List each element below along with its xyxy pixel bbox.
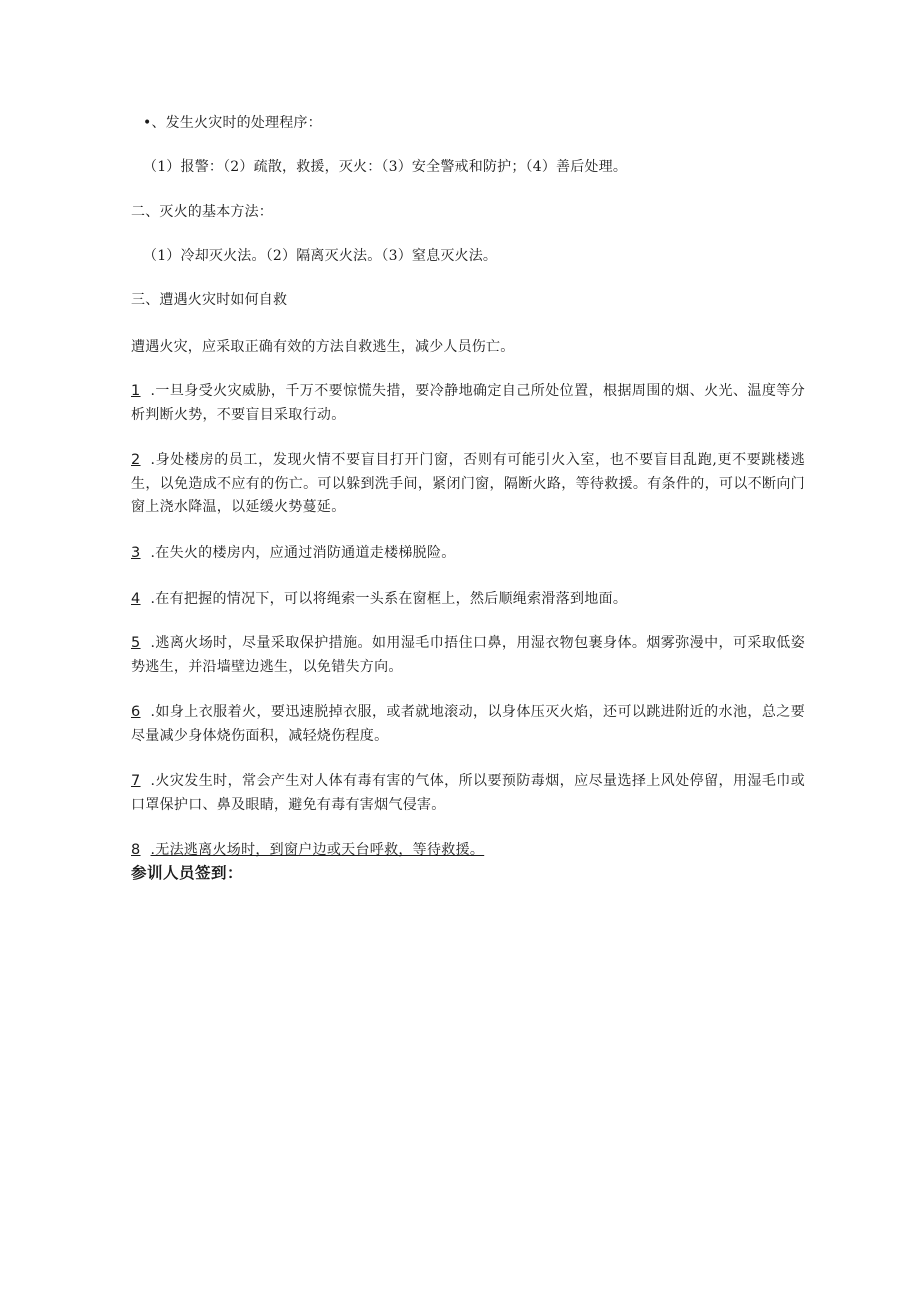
list-item-number: 5	[131, 635, 141, 651]
list-item-text: .逃离火场时，尽量采取保护措施。如用湿毛巾捂住口鼻，用湿衣物包裹身体。烟雾弥漫中，可采取低姿势逃生，并沿墙壁边逃生，以免错失方向。	[131, 635, 805, 675]
section1-steps: （1）报警：（2）疏散，救援，灭火：（3）安全警戒和防护；（4）善后处理。	[143, 159, 628, 175]
section2-methods: （1）冷却灭火法。（2）隔离灭火法。（3）窒息灭火法。	[143, 248, 498, 264]
list-item-text: .无法逃离火场时，到窗户边或天台呼救，等待救援。	[150, 842, 485, 858]
list-item-number: 8	[131, 842, 141, 858]
list-item-2	[131, 449, 805, 520]
list-item-text: .在有把握的情况下，可以将绳索一头系在窗框上，然后顺绳索滑落到地面。	[150, 591, 628, 607]
list-item-8	[131, 839, 805, 863]
list-item-text: .在失火的楼房内，应通过消防通道走楼梯脱险。	[150, 545, 456, 561]
list-item-4	[131, 588, 805, 612]
list-item-7	[131, 770, 805, 817]
list-item-number: 2	[131, 452, 141, 468]
list-item-text: .如身上衣服着火，要迅速脱掉衣服，或者就地滚动，以身体压灭火焰，还可以跳进附近的水池，总之要尽量减少身体烧伤面积，减轻烧伤程度。	[131, 704, 805, 744]
list-item-5	[131, 632, 805, 679]
list-item-3	[131, 542, 805, 566]
list-item-number: 3	[131, 545, 141, 561]
list-item-1	[131, 380, 805, 427]
list-item-number: 6	[131, 704, 141, 720]
list-item-6	[131, 701, 805, 748]
section3-intro: 遭遇火灾，应采取正确有效的方法自救逃生，减少人员伤亡。	[131, 339, 515, 355]
section3-heading: 三、遭遇火灾时如何自救	[131, 292, 288, 308]
section2-heading: 二、灭火的基本方法：	[131, 204, 273, 220]
list-item-text: .一旦身受火灾威胁，千万不要惊慌失措，要冷静地确定自己所处位置，根据周围的烟、火光、温度等分析判断火势，不要盲目采取行动。	[131, 383, 805, 423]
list-item-number: 1	[131, 383, 141, 399]
signin-label: 参训人员签到：	[131, 864, 244, 882]
list-item-text: .身处楼房的员工，发现火情不要盲目打开门窗，否则有可能引火入室，也不要盲目乱跑,更不要跳楼逃生，以免造成不应有的伤亡。可以躲到洗手间，紧闭门窗，隔断火路，等待救援。有条件的，可以不断向门窗上浇水降温，以延缓火势蔓延。	[131, 452, 805, 515]
list-item-number: 7	[131, 773, 141, 789]
list-item-text: .火灾发生时，常会产生对人体有毒有害的气体，所以要预防毒烟，应尽量选择上风处停留，用湿毛巾或口罩保护口、鼻及眼睛，避免有毒有害烟气侵害。	[131, 773, 805, 813]
section1-heading: •、发生火灾时的处理程序：	[143, 115, 322, 131]
list-item-number: 4	[131, 591, 141, 607]
